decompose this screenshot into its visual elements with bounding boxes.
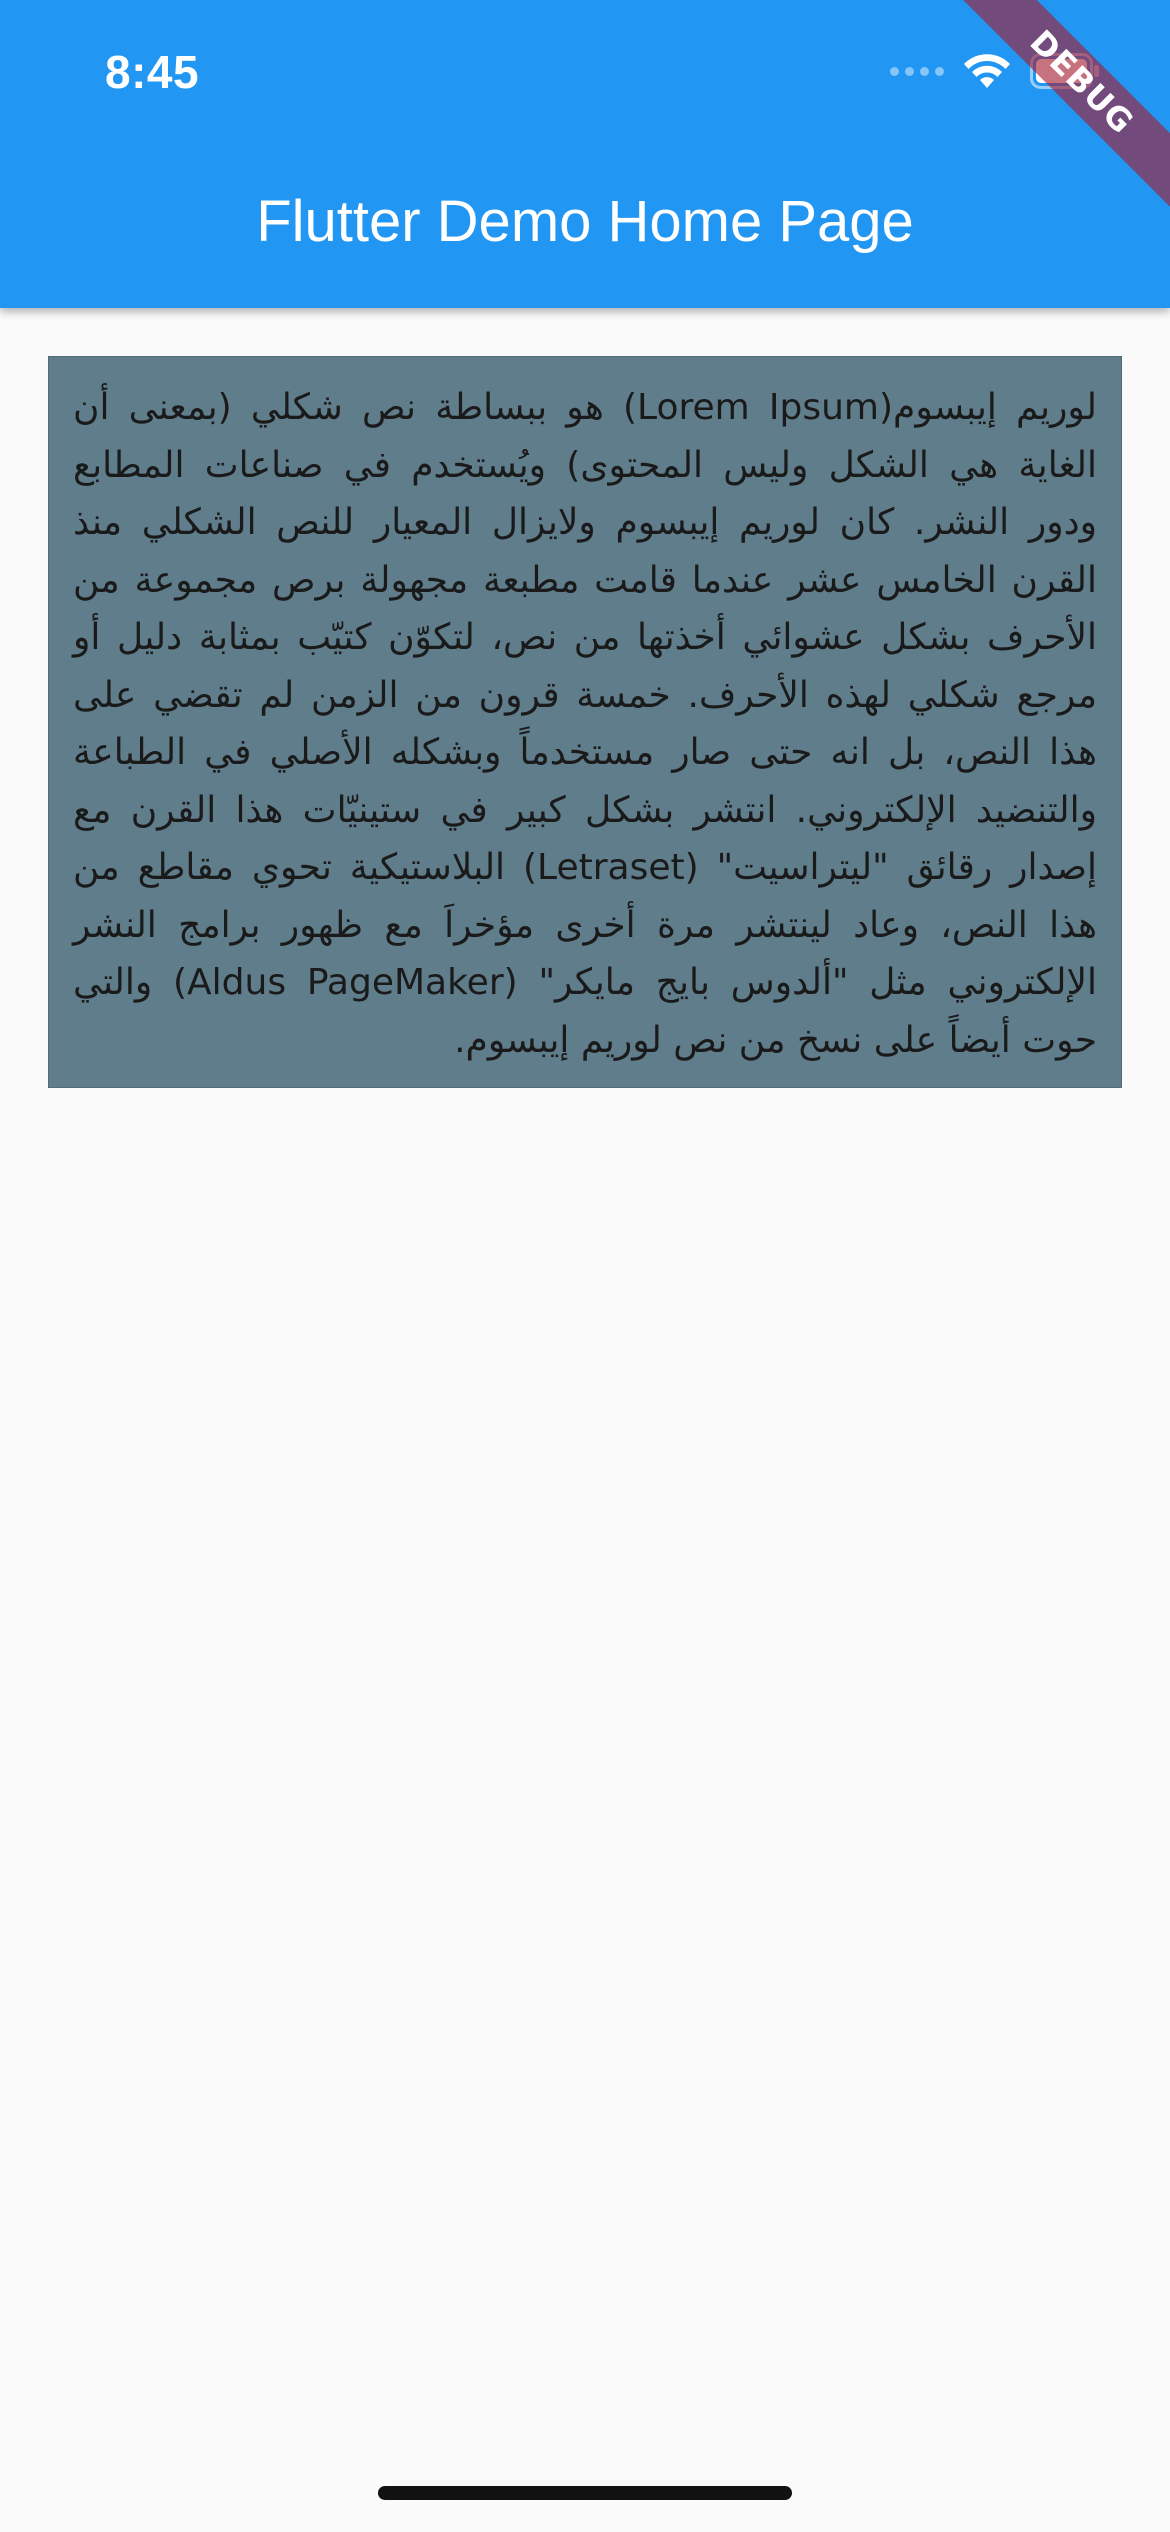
wifi-icon — [962, 52, 1012, 90]
app-bar — [0, 0, 1170, 308]
battery-icon — [1030, 53, 1100, 89]
home-indicator[interactable] — [378, 2486, 792, 2500]
debug-banner-label: DEBUG — [958, 0, 1170, 206]
cellular-signal-icon — [890, 67, 944, 76]
status-bar-icons — [890, 52, 1100, 90]
page-title: Flutter Demo Home Page — [256, 189, 914, 254]
arabic-paragraph: لوريم إيبسوم(Lorem Ipsum) هو ببساطة نص شكلي (بمعنى أن الغاية هي الشكل وليس المحتوى) ويُستخدم في صناعات المطابع ودور النشر. كان لوريم إيبسوم ولايزال المعيار للنص الشكلي منذ القرن الخامس عشر عندما قامت مطبعة مجهولة برص مجموعة من الأحرف بشكل عشوائي أخذتها من نص، لتكوّن كتيّب بمثابة دليل أو مرجع شكلي لهذه الأحرف. خمسة قرون من الزمن لم تقضي على هذا النص، بل انه حتى صار مستخدماً وبشكله الأصلي في الطباعة والتنضيد الإلكتروني. انتشر بشكل كبير في ستينيّات هذا القرن مع إصدار رقائق "ليتراسيت" (Letraset) البلاستيكية تحوي مقاطع من هذا النص، وعاد لينتشر مرة أخرى مؤخراَ مع ظهور برامج النشر الإلكتروني مثل "ألدوس بايج مايكر" (Aldus PageMaker) والتي حوت أيضاً على نسخ من نص لوريم إيبسوم. — [73, 387, 1097, 1061]
status-bar-time: 8:45 — [105, 46, 200, 98]
lorem-ipsum-text-box — [48, 356, 1122, 1088]
